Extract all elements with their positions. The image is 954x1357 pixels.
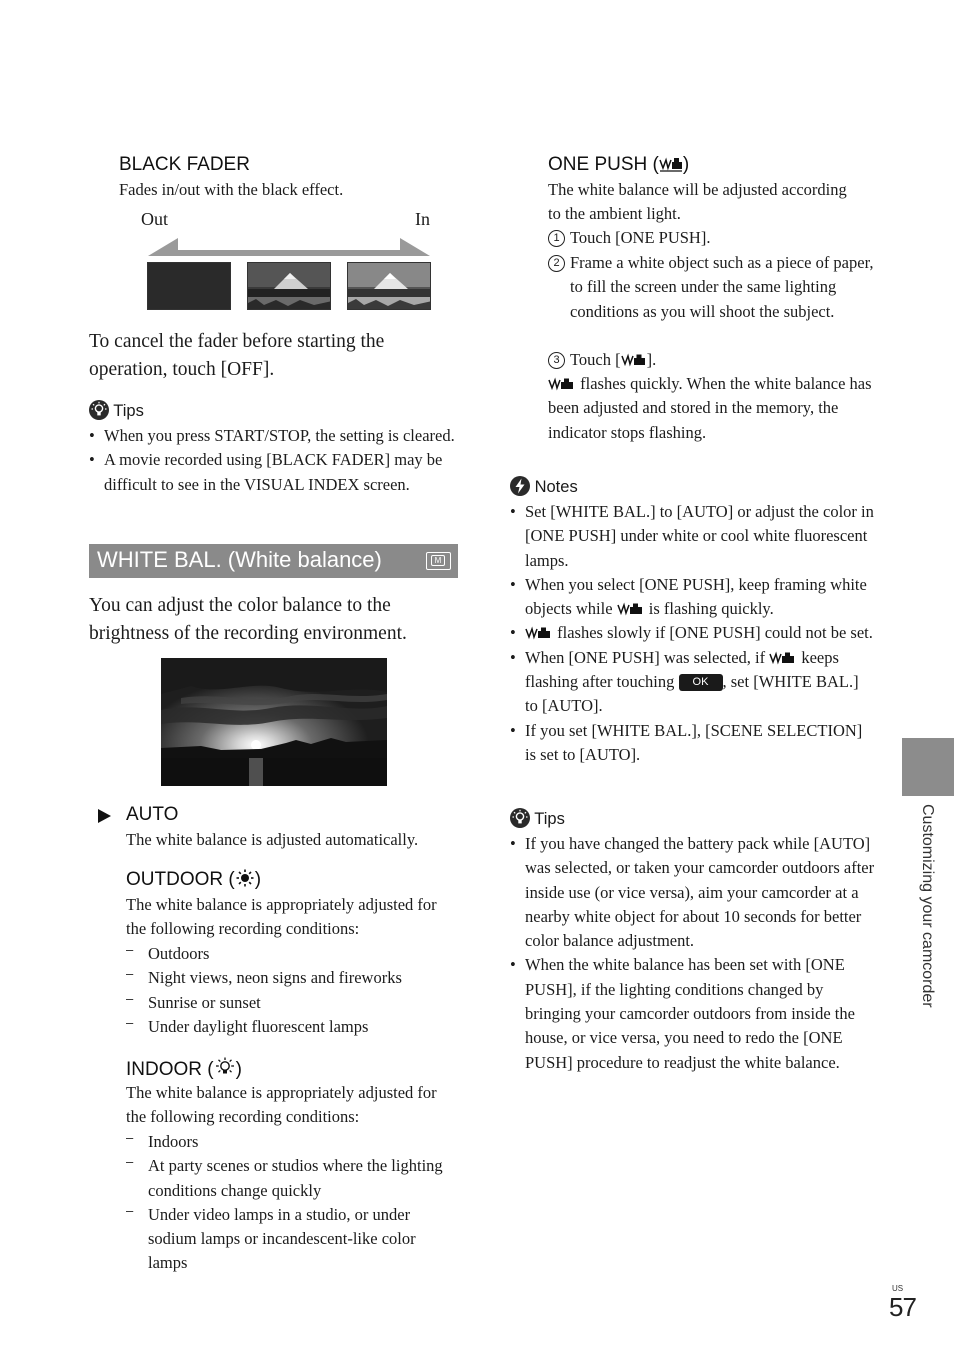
- light-bulb-icon: [214, 1057, 236, 1077]
- default-setting-arrow-icon: [98, 809, 111, 823]
- one-push-icon: [617, 602, 645, 616]
- movie-mode-icon: M: [426, 552, 451, 570]
- notes-icon: [510, 476, 530, 496]
- fader-in-label: In: [415, 209, 430, 229]
- fader-thumb-black: [147, 262, 231, 310]
- tips-heading: [89, 400, 144, 421]
- list-item: • flashes slowly if [ONE PUSH] could not be set.: [510, 621, 875, 645]
- notes-list: [510, 500, 875, 767]
- list-item: – Outdoors: [126, 942, 456, 966]
- white-balance-heading-bar: [89, 544, 458, 578]
- white-balance-intro: You can adjust the color balance to the brightness of the recording environment.: [89, 595, 407, 644]
- list-item: • A movie recorded using [BLACK FADER] may be difficult to see in the VISUAL INDEX screen.: [89, 448, 467, 497]
- step-number: 3: [548, 352, 565, 369]
- notes-heading: [510, 476, 578, 497]
- list-item: • If you set [WHITE BAL.], [SCENE SELECTION] is set to [AUTO].: [510, 719, 875, 768]
- step-number: 2: [548, 255, 565, 272]
- ok-button-icon: OK: [679, 674, 723, 691]
- tips-heading-2: [510, 808, 565, 829]
- list-item: – At party scenes or studios where the lighting conditions change quickly: [126, 1154, 456, 1203]
- fader-arrow-graphic: [144, 236, 434, 258]
- indoor-conditions-list: [126, 1130, 456, 1276]
- outdoor-title: OUTDOOR ( ): [126, 869, 262, 890]
- fader-thumb-dim: [247, 262, 331, 310]
- list-item: • Set [WHITE BAL.] to [AUTO] or adjust the color in [ONE PUSH] under white or cool white fluorescent lamps.: [510, 500, 875, 573]
- tips-title: Tips: [113, 402, 144, 420]
- list-item: • If you have changed the battery pack while [AUTO] was selected, or taken your camcorder outdoors after inside use (or vice versa), aim your camcorder at a nearby white object for about 10 seconds for better color balance adjustment.: [510, 832, 878, 953]
- auto-title: AUTO: [126, 804, 179, 825]
- one-push-title: ONE PUSH ( ): [548, 154, 690, 175]
- list-item: – Under daylight fluorescent lamps: [126, 1015, 456, 1039]
- list-item: • When you press START/STOP, the setting is cleared.: [89, 424, 467, 448]
- one-push-icon: [621, 353, 647, 367]
- list-item: – Night views, neon signs and fireworks: [126, 966, 456, 990]
- list-item: • When you select [ONE PUSH], keep framing white objects while is flashing quickly.: [510, 573, 875, 622]
- cancel-fader-text: To cancel the fader before starting the operation, touch [OFF].: [89, 331, 385, 380]
- outdoor-desc: The white balance is appropriately adjusted for the following recording conditions:: [126, 895, 437, 939]
- one-push-step-1: 1 Touch [ONE PUSH].: [548, 226, 878, 250]
- lightbulb-icon: [510, 808, 530, 828]
- region-code: US: [892, 1284, 904, 1293]
- fader-thumb-full: [347, 262, 431, 310]
- one-push-icon: [525, 626, 553, 640]
- list-item: – Indoors: [126, 1130, 456, 1154]
- lightbulb-icon: [89, 400, 109, 420]
- fader-out-label: Out: [141, 209, 168, 229]
- one-push-icon: [548, 377, 576, 391]
- indoor-title: INDOOR ( ): [126, 1059, 242, 1080]
- tips-title: Tips: [534, 810, 565, 828]
- one-push-step-3: 3 Touch [ ].: [548, 348, 878, 372]
- black-fader-title: BLACK FADER: [119, 154, 250, 175]
- one-push-desc: The white balance will be adjusted according to the ambient light.: [548, 180, 847, 224]
- list-item: – Under video lamps in a studio, or under sodium lamps or incandescent-like color lamps: [126, 1203, 456, 1276]
- list-item: • When [ONE PUSH] was selected, if keeps flashing after touching OK , set [WHITE BAL.] to [AUTO].: [510, 646, 875, 719]
- one-push-icon: [659, 156, 683, 172]
- white-balance-heading: WHITE BAL. (White balance): [97, 547, 382, 572]
- one-push-step-2: 2 Frame a white object such as a piece of paper, to fill the screen under the same lighting conditions as you will shoot the subject.: [548, 251, 878, 324]
- page-number: 57: [889, 1292, 916, 1322]
- indoor-desc: The white balance is appropriately adjusted for the following recording conditions:: [126, 1083, 437, 1127]
- sunset-image: [161, 658, 387, 786]
- outdoor-conditions-list: [126, 942, 456, 1039]
- one-push-result: flashes quickly. When the white balance has been adjusted and stored in the memory, the indicator stops flashing.: [548, 374, 872, 442]
- notes-title: Notes: [534, 478, 578, 496]
- auto-desc: The white balance is adjusted automatically.: [126, 830, 419, 849]
- step-number: 1: [548, 230, 565, 247]
- sun-icon: [235, 869, 255, 887]
- side-section-label: Customizing your camcorder: [919, 804, 936, 1008]
- side-section-tab: [902, 738, 954, 796]
- tips-list-2: [510, 832, 878, 1075]
- tips-list: [89, 424, 467, 497]
- list-item: • When the white balance has been set with [ONE PUSH], if the lighting conditions changed by bringing your camcorder outdoors from inside the house, or vice versa, you need to redo the [ONE PUSH] procedure to readjust the white balance.: [510, 953, 878, 1074]
- one-push-icon: [769, 651, 797, 665]
- black-fader-desc: Fades in/out with the black effect.: [119, 180, 344, 199]
- list-item: – Sunrise or sunset: [126, 991, 456, 1015]
